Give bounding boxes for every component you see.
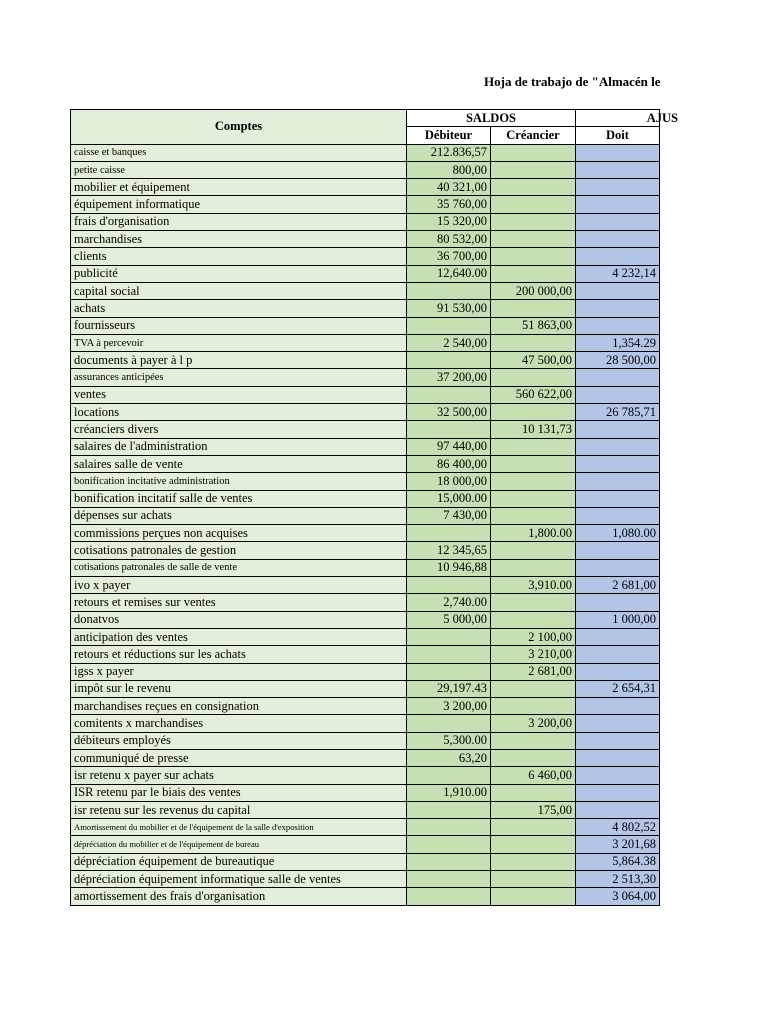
account-name-cell[interactable]: retours et réductions sur les achats [71, 646, 407, 663]
account-name-cell[interactable]: documents à payer à l p [71, 352, 407, 369]
doit-cell[interactable] [576, 542, 660, 559]
credit-cell[interactable]: 51 863,00 [491, 317, 576, 334]
table-row [71, 352, 660, 369]
credit-cell[interactable] [491, 490, 576, 507]
table-row [71, 594, 660, 611]
account-name-cell[interactable]: créanciers divers [71, 421, 407, 438]
debit-cell[interactable] [407, 352, 491, 369]
account-name-cell[interactable]: petite caisse [71, 161, 407, 178]
account-name-cell[interactable]: communiqué de presse [71, 749, 407, 766]
debit-cell[interactable]: 12,640.00 [407, 265, 491, 282]
doit-cell[interactable] [576, 715, 660, 732]
table-row [71, 542, 660, 559]
credit-cell[interactable] [491, 473, 576, 490]
doit-cell[interactable] [576, 455, 660, 472]
account-name-cell[interactable]: salaires de l'administration [71, 438, 407, 455]
doit-cell[interactable] [576, 300, 660, 317]
credit-cell[interactable]: 3,910.00 [491, 577, 576, 594]
doit-cell[interactable] [576, 317, 660, 334]
account-name-cell[interactable]: isr retenu x payer sur achats [71, 767, 407, 784]
credit-cell[interactable] [491, 732, 576, 749]
doit-cell[interactable]: 2 681,00 [576, 577, 660, 594]
doit-cell[interactable] [576, 144, 660, 161]
account-name-cell[interactable]: achats [71, 300, 407, 317]
account-name-cell[interactable]: ISR retenu par le biais des ventes [71, 784, 407, 801]
account-name-cell[interactable]: anticipation des ventes [71, 628, 407, 645]
debit-cell[interactable]: 10 946,88 [407, 559, 491, 576]
credit-cell[interactable] [491, 300, 576, 317]
table-row [71, 628, 660, 645]
credit-cell[interactable]: 6 460,00 [491, 767, 576, 784]
header-saldos: SALDOS [407, 110, 576, 127]
table-row [71, 196, 660, 213]
doit-cell[interactable] [576, 369, 660, 386]
account-name-cell[interactable]: débiteurs employés [71, 732, 407, 749]
account-name-cell[interactable]: mobilier et équipement [71, 179, 407, 196]
credit-cell[interactable] [491, 265, 576, 282]
doit-cell[interactable] [576, 698, 660, 715]
credit-cell[interactable] [491, 248, 576, 265]
table-row [71, 698, 660, 715]
credit-cell[interactable] [491, 213, 576, 230]
doit-cell[interactable] [576, 732, 660, 749]
table-row [71, 836, 660, 853]
debit-cell[interactable] [407, 317, 491, 334]
doit-cell[interactable] [576, 801, 660, 818]
table-row [71, 680, 660, 697]
account-name-cell[interactable]: capital social [71, 282, 407, 299]
doit-cell[interactable] [576, 161, 660, 178]
account-name-cell[interactable]: fournisseurs [71, 317, 407, 334]
doit-cell[interactable]: 5,864.38 [576, 853, 660, 870]
doit-cell[interactable] [576, 473, 660, 490]
sheet-title: Hoja de trabajo de "Almacén le [484, 74, 661, 89]
doit-cell[interactable] [576, 663, 660, 680]
doit-cell[interactable] [576, 386, 660, 403]
debit-cell[interactable]: 212.836,57 [407, 144, 491, 161]
credit-cell[interactable] [491, 404, 576, 421]
table-row [71, 300, 660, 317]
debit-cell[interactable] [407, 646, 491, 663]
table-row [71, 282, 660, 299]
header-debiteur: Débiteur [407, 127, 491, 144]
account-name-cell[interactable]: impôt sur le revenu [71, 680, 407, 697]
doit-cell[interactable] [576, 490, 660, 507]
doit-cell[interactable] [576, 231, 660, 248]
debit-cell[interactable]: 800,00 [407, 161, 491, 178]
account-name-cell[interactable]: comitents x marchandises [71, 715, 407, 732]
account-name-cell[interactable]: assurances anticipées [71, 369, 407, 386]
doit-cell[interactable]: 1 000,00 [576, 611, 660, 628]
credit-cell[interactable] [491, 853, 576, 870]
account-name-cell[interactable]: bonification incitatif salle de ventes [71, 490, 407, 507]
header-doit: Doit [576, 127, 660, 144]
header-ajus: AJUS [576, 110, 660, 127]
table-row [71, 767, 660, 784]
header-comptes: Comptes [71, 110, 407, 145]
account-name-cell[interactable]: dépenses sur achats [71, 507, 407, 524]
debit-cell[interactable]: 36 700,00 [407, 248, 491, 265]
table-row [71, 525, 660, 542]
doit-cell[interactable]: 3 064,00 [576, 888, 660, 905]
table-row [71, 663, 660, 680]
debit-cell[interactable] [407, 577, 491, 594]
debit-cell[interactable]: 80 532,00 [407, 231, 491, 248]
credit-cell[interactable] [491, 594, 576, 611]
credit-cell[interactable]: 560 622,00 [491, 386, 576, 403]
doit-cell[interactable] [576, 507, 660, 524]
credit-cell[interactable] [491, 179, 576, 196]
doit-cell[interactable] [576, 749, 660, 766]
table-row [71, 386, 660, 403]
debit-cell[interactable] [407, 767, 491, 784]
worksheet-table [70, 109, 678, 906]
account-name-cell[interactable]: publicité [71, 265, 407, 282]
table-row [71, 369, 660, 386]
account-name-cell[interactable]: dépréciation équipement de bureautique [71, 853, 407, 870]
table-row [71, 179, 660, 196]
table-row [71, 421, 660, 438]
account-name-cell[interactable]: cotisations patronales de gestion [71, 542, 407, 559]
table-row [71, 317, 660, 334]
table-row [71, 732, 660, 749]
account-name-cell[interactable]: marchandises reçues en consignation [71, 698, 407, 715]
account-name-cell[interactable]: donatvos [71, 611, 407, 628]
doit-cell[interactable] [576, 248, 660, 265]
credit-cell[interactable] [491, 784, 576, 801]
doit-cell[interactable] [576, 559, 660, 576]
account-name-cell[interactable]: TVA à percevoir [71, 334, 407, 351]
debit-cell[interactable]: 18 000,00 [407, 473, 491, 490]
debit-cell[interactable]: 15,000.00 [407, 490, 491, 507]
table-row [71, 559, 660, 576]
credit-cell[interactable] [491, 231, 576, 248]
account-name-cell[interactable]: retours et remises sur ventes [71, 594, 407, 611]
credit-cell[interactable] [491, 888, 576, 905]
credit-cell[interactable]: 1,800.00 [491, 525, 576, 542]
table-row [71, 577, 660, 594]
debit-cell[interactable] [407, 282, 491, 299]
credit-cell[interactable] [491, 680, 576, 697]
debit-cell[interactable]: 12 345,65 [407, 542, 491, 559]
credit-cell[interactable]: 3 200,00 [491, 715, 576, 732]
doit-cell[interactable]: 28 500,00 [576, 352, 660, 369]
table-row [71, 871, 660, 888]
credit-cell[interactable] [491, 611, 576, 628]
debit-cell[interactable]: 7 430,00 [407, 507, 491, 524]
debit-cell[interactable]: 37 200,00 [407, 369, 491, 386]
credit-cell[interactable] [491, 144, 576, 161]
table-row [71, 265, 660, 282]
credit-cell[interactable] [491, 559, 576, 576]
debit-cell[interactable] [407, 525, 491, 542]
credit-cell[interactable] [491, 455, 576, 472]
debit-cell[interactable] [407, 836, 491, 853]
credit-cell[interactable]: 3 210,00 [491, 646, 576, 663]
credit-cell[interactable] [491, 196, 576, 213]
debit-cell[interactable] [407, 663, 491, 680]
debit-cell[interactable]: 63,20 [407, 749, 491, 766]
account-name-cell[interactable]: clients [71, 248, 407, 265]
table-row [71, 404, 660, 421]
doit-cell[interactable] [576, 784, 660, 801]
credit-cell[interactable]: 2 681,00 [491, 663, 576, 680]
account-name-cell[interactable]: ivo x payer [71, 577, 407, 594]
debit-cell[interactable]: 91 530,00 [407, 300, 491, 317]
table-row [71, 819, 660, 836]
doit-cell[interactable] [576, 438, 660, 455]
header-row-top [71, 110, 660, 127]
doit-cell[interactable] [576, 594, 660, 611]
doit-cell[interactable]: 4 802,52 [576, 819, 660, 836]
debit-cell[interactable]: 40 321,00 [407, 179, 491, 196]
account-name-cell[interactable]: dépréciation équipement informatique salle de ventes [71, 871, 407, 888]
debit-cell[interactable] [407, 386, 491, 403]
debit-cell[interactable] [407, 628, 491, 645]
debit-cell[interactable]: 86 400,00 [407, 455, 491, 472]
debit-cell[interactable]: 97 440,00 [407, 438, 491, 455]
doit-cell[interactable] [576, 646, 660, 663]
table-row [71, 473, 660, 490]
account-name-cell[interactable]: igss x payer [71, 663, 407, 680]
debit-cell[interactable]: 35 760,00 [407, 196, 491, 213]
account-name-cell[interactable]: frais d'organisation [71, 213, 407, 230]
table-row [71, 784, 660, 801]
credit-cell[interactable]: 10 131,73 [491, 421, 576, 438]
table-row [71, 334, 660, 351]
credit-cell[interactable]: 47 500,00 [491, 352, 576, 369]
debit-cell[interactable]: 2 540,00 [407, 334, 491, 351]
account-name-cell[interactable]: Amortissement du mobilier et de l'équipement de la salle d'exposition [71, 819, 407, 836]
table-row [71, 801, 660, 818]
credit-cell[interactable] [491, 438, 576, 455]
account-rows [71, 144, 660, 905]
debit-cell[interactable] [407, 801, 491, 818]
doit-cell[interactable]: 2 654,31 [576, 680, 660, 697]
account-name-cell[interactable]: caisse et banques [71, 144, 407, 161]
debit-cell[interactable]: 2,740.00 [407, 594, 491, 611]
credit-cell[interactable] [491, 369, 576, 386]
table-row [71, 715, 660, 732]
table-row [71, 611, 660, 628]
table-row [71, 231, 660, 248]
header-creancier: Créancier [491, 127, 576, 144]
account-name-cell[interactable]: marchandises [71, 231, 407, 248]
doit-cell[interactable]: 1,354.29 [576, 334, 660, 351]
doit-cell[interactable]: 1,080.00 [576, 525, 660, 542]
table-row [71, 144, 660, 161]
account-name-cell[interactable]: bonification incitative administration [71, 473, 407, 490]
credit-cell[interactable] [491, 836, 576, 853]
debit-cell[interactable] [407, 819, 491, 836]
doit-cell[interactable] [576, 196, 660, 213]
table-row [71, 646, 660, 663]
doit-cell[interactable] [576, 282, 660, 299]
credit-cell[interactable] [491, 334, 576, 351]
account-name-cell[interactable]: amortissement des frais d'organisation [71, 888, 407, 905]
credit-cell[interactable] [491, 819, 576, 836]
table-row [71, 213, 660, 230]
debit-cell[interactable]: 29,197.43 [407, 680, 491, 697]
doit-cell[interactable]: 2 513,30 [576, 871, 660, 888]
credit-cell[interactable]: 175,00 [491, 801, 576, 818]
debit-cell[interactable]: 5,300.00 [407, 732, 491, 749]
debit-cell[interactable]: 5 000,00 [407, 611, 491, 628]
doit-cell[interactable] [576, 421, 660, 438]
table-row [71, 853, 660, 870]
credit-cell[interactable] [491, 161, 576, 178]
account-name-cell[interactable]: salaires salle de vente [71, 455, 407, 472]
credit-cell[interactable] [491, 542, 576, 559]
debit-cell[interactable]: 3 200,00 [407, 698, 491, 715]
table-row [71, 161, 660, 178]
debit-cell[interactable] [407, 871, 491, 888]
table-row [71, 749, 660, 766]
doit-cell[interactable] [576, 628, 660, 645]
account-name-cell[interactable]: dépréciation du mobilier et de l'équipement de bureau [71, 836, 407, 853]
doit-cell[interactable] [576, 213, 660, 230]
debit-cell[interactable]: 32 500,00 [407, 404, 491, 421]
account-name-cell[interactable]: équipement informatique [71, 196, 407, 213]
table-row [71, 438, 660, 455]
doit-cell[interactable]: 3 201,68 [576, 836, 660, 853]
account-name-cell[interactable]: commissions perçues non acquises [71, 525, 407, 542]
credit-cell[interactable] [491, 507, 576, 524]
account-name-cell[interactable]: isr retenu sur les revenus du capital [71, 801, 407, 818]
debit-cell[interactable] [407, 421, 491, 438]
debit-cell[interactable] [407, 888, 491, 905]
account-name-cell[interactable]: cotisations patronales de salle de vente [71, 559, 407, 576]
credit-cell[interactable] [491, 871, 576, 888]
table-row [71, 507, 660, 524]
debit-cell[interactable] [407, 853, 491, 870]
doit-cell[interactable]: 4 232,14 [576, 265, 660, 282]
account-name-cell[interactable]: ventes [71, 386, 407, 403]
table-row [71, 248, 660, 265]
doit-cell[interactable]: 26 785,71 [576, 404, 660, 421]
credit-cell[interactable]: 200 000,00 [491, 282, 576, 299]
debit-cell[interactable] [407, 715, 491, 732]
credit-cell[interactable] [491, 698, 576, 715]
debit-cell[interactable]: 15 320,00 [407, 213, 491, 230]
table-row [71, 888, 660, 905]
credit-cell[interactable] [491, 749, 576, 766]
debit-cell[interactable]: 1,910.00 [407, 784, 491, 801]
credit-cell[interactable]: 2 100,00 [491, 628, 576, 645]
account-name-cell[interactable]: locations [71, 404, 407, 421]
table-row [71, 455, 660, 472]
doit-cell[interactable] [576, 179, 660, 196]
doit-cell[interactable] [576, 767, 660, 784]
table-row [71, 490, 660, 507]
